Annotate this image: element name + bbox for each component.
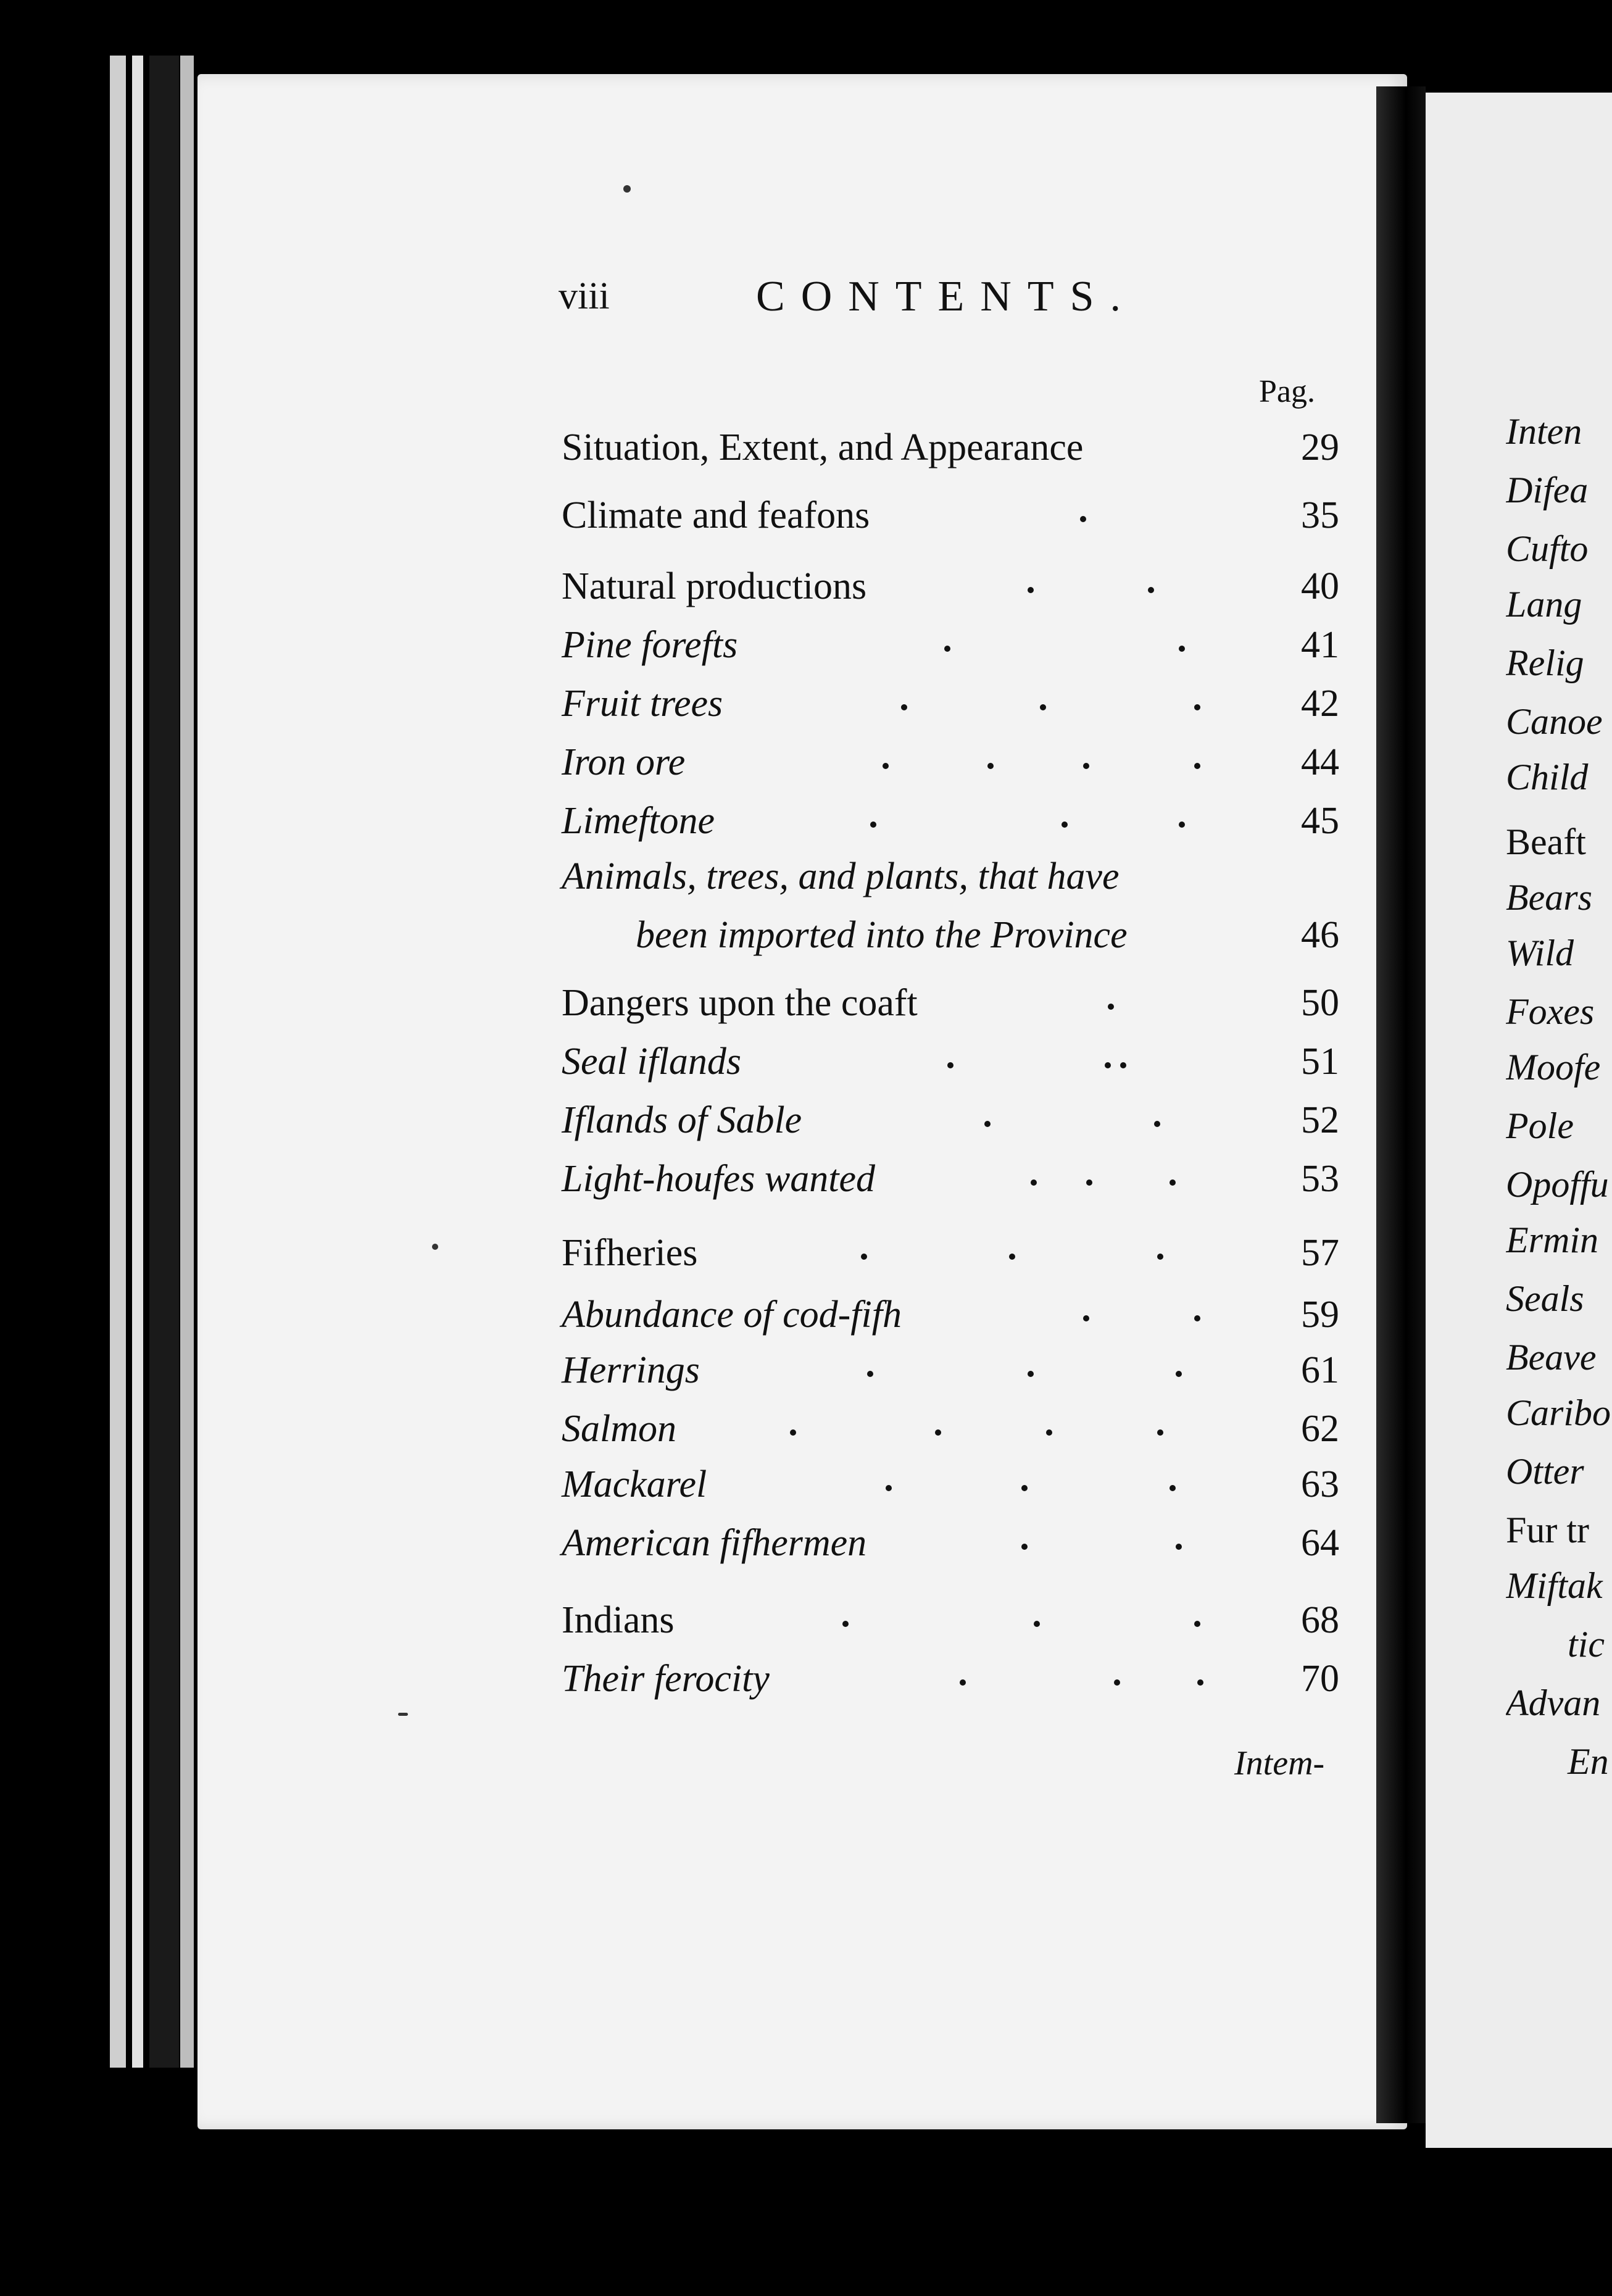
facing-page-entry: Bears (1506, 877, 1592, 918)
facing-page-entry: Foxes (1506, 991, 1595, 1032)
toc-entry (562, 565, 1339, 614)
toc-entry-title: Climate and feafons (562, 494, 870, 536)
page-title: CONTENTS. (756, 273, 1137, 320)
toc-entry-page: 45 (1301, 800, 1339, 842)
leader-dot (883, 763, 889, 769)
toc-entry-page: 61 (1301, 1349, 1339, 1391)
toc-entry (562, 1521, 1339, 1571)
toc-entry-page: 52 (1301, 1099, 1339, 1141)
toc-entry-page: 42 (1301, 683, 1339, 725)
facing-page-entry: Beave (1506, 1337, 1597, 1378)
toc-entry-title: Seal iflands (562, 1041, 742, 1083)
leader-dot (1176, 1544, 1182, 1550)
toc-entry-title: Dangers upon the coaft (562, 982, 918, 1024)
toc-entry-title: Natural productions (562, 565, 867, 607)
toc-entry-page: 53 (1301, 1158, 1339, 1200)
facing-page-entry: Miftak (1506, 1565, 1603, 1606)
facing-page-entry: Seals (1506, 1278, 1584, 1319)
toc-entry (562, 1657, 1339, 1707)
toc-entry-page: 50 (1301, 982, 1339, 1024)
toc-entry-title: Herrings (562, 1349, 700, 1391)
toc-entry (562, 799, 1339, 849)
toc-entry (562, 682, 1339, 731)
toc-entry-title: Animals, trees, and plants, that have (562, 855, 1120, 897)
toc-entry (562, 913, 1339, 963)
facing-page-entry: Fur tr (1506, 1510, 1589, 1550)
toc-entry-page: 63 (1301, 1463, 1339, 1505)
facing-page-entry: Inten (1506, 411, 1582, 452)
leader-dot (790, 1429, 796, 1436)
leader-dot (1194, 704, 1200, 710)
toc-entry-title: Fruit trees (562, 683, 723, 725)
leader-dot (1194, 1621, 1200, 1627)
facing-page-entry: Wild (1506, 933, 1574, 973)
toc-entry (562, 623, 1339, 673)
toc-entry-title: Iflands of Sable (562, 1099, 802, 1141)
toc-entry-page: 40 (1301, 565, 1339, 607)
leader-dot (1157, 1429, 1163, 1436)
toc-entry (562, 1407, 1339, 1457)
leader-dot (1170, 1485, 1176, 1491)
toc-entry (562, 1040, 1339, 1089)
leader-dot (987, 763, 994, 769)
leader-dot (867, 1371, 873, 1377)
leader-dot (1062, 821, 1068, 828)
facing-page-entry: Moofe (1506, 1047, 1601, 1088)
facing-page-entry: Canoe (1506, 701, 1603, 742)
leader-dot (947, 1062, 953, 1068)
toc-entry-page: 70 (1301, 1658, 1339, 1700)
toc-entry-title: Salmon (562, 1408, 676, 1450)
facing-page-entry: Beaft (1506, 821, 1586, 862)
leader-dot (870, 821, 876, 828)
toc-entry (562, 1231, 1339, 1281)
page-column-label: Pag. (1259, 374, 1315, 409)
leader-dot (944, 646, 950, 652)
facing-page-entry: Pole (1506, 1105, 1574, 1146)
toc-entry-title: Their ferocity (562, 1658, 770, 1700)
toc-entry (562, 1157, 1339, 1207)
toc-entry-title: Light-houfes wanted (562, 1158, 876, 1200)
leader-dot (1021, 1485, 1028, 1491)
toc-entry (562, 1463, 1339, 1512)
toc-entry (562, 1599, 1339, 1648)
toc-entry-page: 57 (1301, 1232, 1339, 1274)
leader-dot (960, 1679, 966, 1686)
facing-page-entry: Ermin (1506, 1220, 1598, 1260)
toc-entry (562, 855, 1339, 904)
leader-dot (901, 704, 907, 710)
toc-entry-title: Indians (562, 1599, 675, 1641)
leader-dot (842, 1621, 849, 1627)
leader-dot (984, 1121, 991, 1127)
toc-entry-page: 35 (1301, 494, 1339, 536)
leader-dot (1083, 763, 1089, 769)
toc-entry-title: Mackarel (562, 1463, 707, 1505)
toc-entry (562, 1293, 1339, 1342)
leader-dot (1148, 587, 1154, 593)
toc-entry-page: 41 (1301, 624, 1339, 666)
leader-dot (1179, 821, 1185, 828)
toc-entry-title: Iron ore (562, 741, 686, 783)
leader-dot (1157, 1254, 1163, 1260)
leader-dot (1105, 1062, 1111, 1068)
toc-entry-title: Abundance of cod-fifh (562, 1294, 902, 1336)
leader-dot (1194, 1315, 1200, 1321)
leader-dot (1154, 1121, 1160, 1127)
leader-dot (1009, 1254, 1015, 1260)
leader-dot (1086, 1179, 1092, 1186)
leader-dot (1114, 1679, 1120, 1686)
toc-entry-title: Situation, Extent, and Appearance (562, 426, 1084, 468)
leader-dot (1108, 1004, 1114, 1010)
toc-entry (562, 741, 1339, 790)
facing-page-entry: tic (1568, 1624, 1605, 1665)
facing-page-entry: Caribo (1506, 1392, 1611, 1433)
toc-entry (562, 1099, 1339, 1148)
leader-dot (1034, 1621, 1040, 1627)
toc-entry-page: 62 (1301, 1408, 1339, 1450)
toc-entry-title: Pine forefts (562, 624, 738, 666)
toc-entry-page: 51 (1301, 1041, 1339, 1083)
facing-page-entry: Otter (1506, 1451, 1584, 1492)
toc-entry (562, 981, 1339, 1031)
facing-page-entry: Child (1506, 757, 1589, 797)
toc-entry (562, 494, 1339, 543)
leader-dot (1194, 763, 1200, 769)
toc-entry-title: American fifhermen (562, 1522, 867, 1564)
facing-page-entries (1506, 0, 1612, 2296)
leader-dot (935, 1429, 941, 1436)
toc-entry-title: Fifheries (562, 1232, 698, 1274)
facing-page-entry: En (1568, 1741, 1609, 1782)
toc-entry-page: 64 (1301, 1522, 1339, 1564)
leader-dot (1046, 1429, 1052, 1436)
toc-entry-page: 59 (1301, 1294, 1339, 1336)
toc-entry-page: 46 (1301, 914, 1339, 956)
leader-dot (1120, 1062, 1126, 1068)
toc-entry-title: Limeftone (562, 800, 715, 842)
toc-entry-page: 68 (1301, 1599, 1339, 1641)
leader-dot (1179, 646, 1185, 652)
leader-dot (1170, 1179, 1176, 1186)
leader-dot (1197, 1679, 1203, 1686)
leader-dot (1176, 1371, 1182, 1377)
facing-page-entry: Relig (1506, 643, 1584, 683)
toc-entry (562, 1349, 1339, 1398)
leader-dot (886, 1485, 892, 1491)
catchword: Intem- (1234, 1744, 1325, 1782)
leader-dot (1031, 1179, 1037, 1186)
leader-dot (1021, 1544, 1028, 1550)
facing-page-entry: Lang (1506, 584, 1582, 625)
facing-page-entry: Opoffu (1506, 1164, 1609, 1205)
leader-dot (1080, 516, 1086, 522)
facing-page-entry: Advan (1506, 1682, 1601, 1723)
leader-dot (861, 1254, 867, 1260)
toc-entry-title: been imported into the Province (636, 914, 1128, 956)
leader-dot (1028, 1371, 1034, 1377)
leader-dot (1028, 587, 1034, 593)
facing-page-entry: Cufto (1506, 528, 1589, 569)
page-number: viii (559, 275, 610, 317)
leader-dot (1083, 1315, 1089, 1321)
facing-page-entry: Difea (1506, 470, 1589, 510)
toc-entry (562, 426, 1339, 475)
toc-entry-page: 44 (1301, 741, 1339, 783)
toc-entry-page: 29 (1301, 426, 1339, 468)
leader-dot (1040, 704, 1046, 710)
